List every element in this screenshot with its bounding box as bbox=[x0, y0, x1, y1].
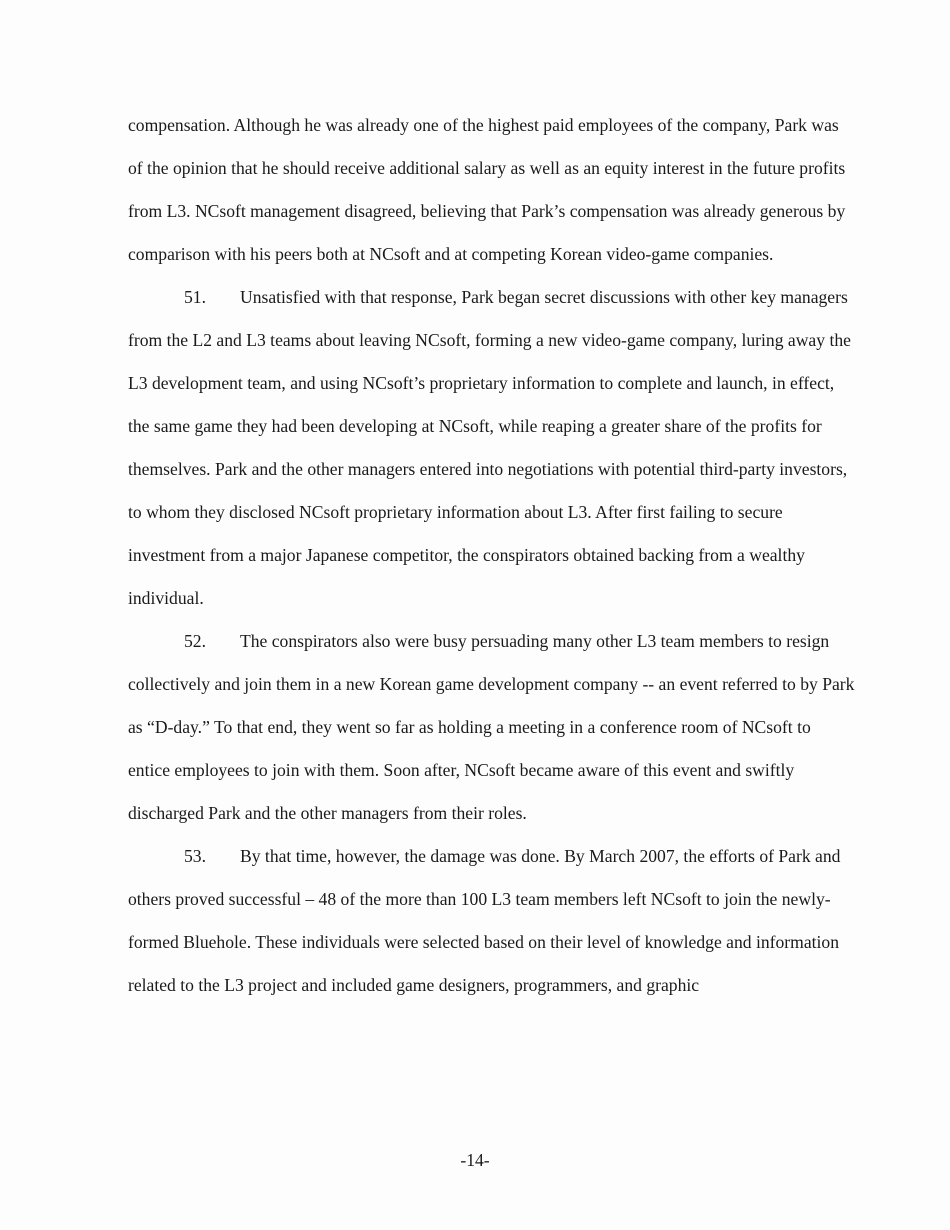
paragraph-52 bbox=[128, 620, 856, 835]
paragraph-text: Unsatisfied with that response, Park began secret discussions with other key managers from the L2 and L3 teams about leaving NCsoft, forming a new video-game company, luring away the L3 development team, and using NCsoft’s proprietary information to complete and launch, in effect, the same game they had been developing at NCsoft, while reaping a greater share of the profits for themselves. Park and the other managers entered into negotiations with potential third-party investors, to whom they disclosed NCsoft proprietary information about L3. After first failing to secure investment from a major Japanese competitor, the conspirators obtained backing from a wealthy individual. bbox=[128, 287, 851, 608]
paragraph-number: 52. bbox=[184, 631, 206, 651]
paragraph-51 bbox=[128, 276, 856, 620]
document-body bbox=[128, 104, 856, 1007]
page-number: -14- bbox=[460, 1150, 490, 1170]
paragraph-53 bbox=[128, 835, 856, 1007]
paragraph-number: 51. bbox=[184, 287, 206, 307]
paragraph-continued bbox=[128, 104, 856, 276]
paragraph-number: 53. bbox=[184, 846, 206, 866]
paragraph-text: The conspirators also were busy persuading many other L3 team members to resign collectively and join them in a new Korean game development company -- an event referred to by Park as “D-day.” To that end, they went so far as holding a meeting in a conference room of NCsoft to entice employees to join with them. Soon after, NCsoft became aware of this event and swiftly discharged Park and the other managers from their roles. bbox=[128, 631, 855, 823]
paragraph-text: compensation. Although he was already one of the highest paid employees of the company, Park was of the opinion that he should receive additional salary as well as an equity interest in the future profits from L3. NCsoft management disagreed, believing that Park’s compensation was already generous by comparison with his peers both at NCsoft and at competing Korean video-game companies. bbox=[128, 115, 846, 264]
paragraph-text: By that time, however, the damage was done. By March 2007, the efforts of Park and others proved successful – 48 of the more than 100 L3 team members left NCsoft to join the newly-formed Bluehole. These individuals were selected based on their level of knowledge and information related to the L3 project and included game designers, programmers, and graphic bbox=[128, 846, 841, 995]
